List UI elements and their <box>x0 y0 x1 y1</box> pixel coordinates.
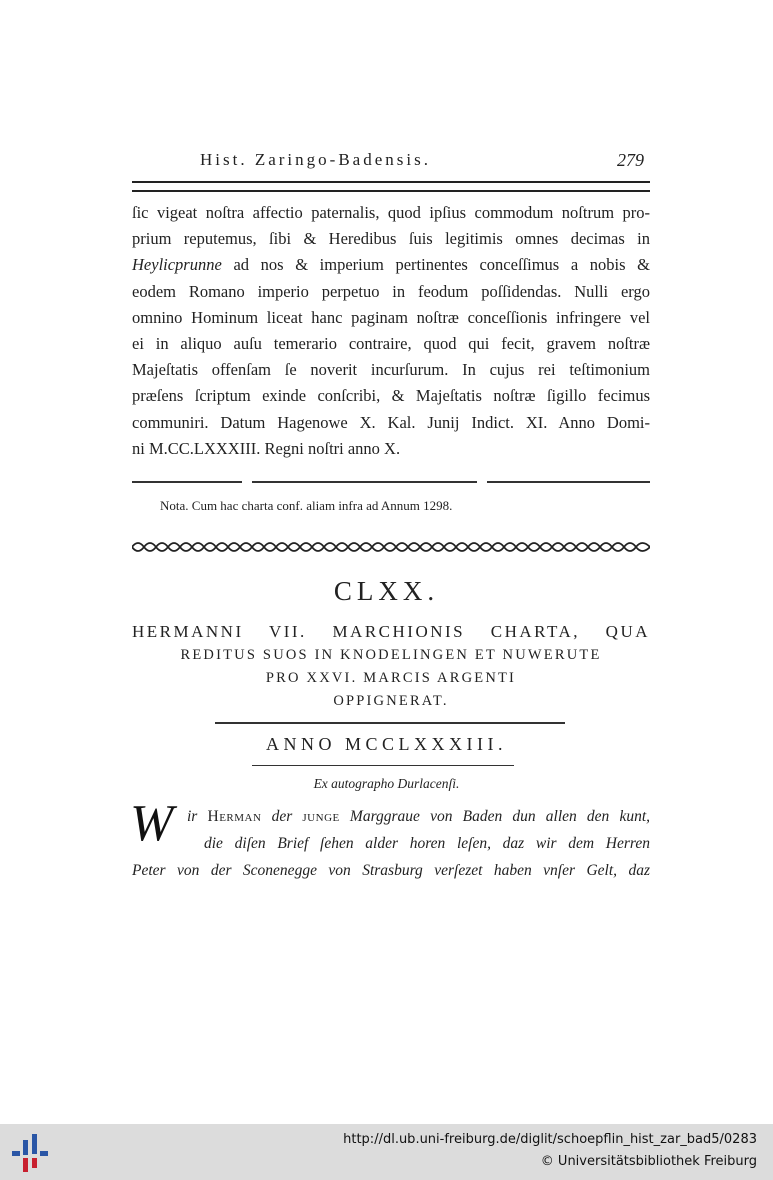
document-year: ANNO MCCLXXXIII. <box>266 734 507 754</box>
copyright-notice: © Universitätsbibliothek Freiburg <box>540 1154 757 1169</box>
body-line <box>132 252 650 278</box>
year-rule <box>252 765 514 766</box>
viewer-footer <box>0 1124 773 1180</box>
charter-body-text <box>132 200 650 462</box>
title-line: OPPIGNERAT. <box>333 693 449 709</box>
body-line: communiri. Datum Hagenowe X. Kal. Junij Indict. XI. Anno Domi- <box>132 412 650 432</box>
header-double-rule <box>132 181 650 192</box>
german-line: Peter von der Sconenegge von Strasburg verſezet haben vnſer Gelt, daz <box>132 862 650 879</box>
german-word: ir <box>187 808 198 825</box>
body-line: præſens ſcriptum exinde conſcribi, & Majeſtatis noſtræ ſigillo fecimus <box>132 386 650 406</box>
body-line-rest: ad nos & imperium pertinentes conceſſimus a nobis & <box>233 255 651 275</box>
section-rule-left <box>132 481 242 483</box>
title-line: REDITUS SUOS IN KNODELINGEN ET NUWERUTE <box>180 647 602 663</box>
body-line: ſic vigeat noſtra affectio paternalis, quod ipſius commodum noſtrum pro- <box>132 203 650 222</box>
editorial-note: Nota. Cum hac charta conf. aliam infra ad Annum 1298. <box>160 498 453 513</box>
body-line: ni M.CC.LXXXIII. Regni noſtri anno X. <box>132 438 401 458</box>
page-number: 279 <box>617 150 644 170</box>
title-line: PRO XXVI. MARCIS ARGENTI <box>265 670 517 686</box>
body-line: Majeſtatis offenſam ſe noverit incurſurum. In cujus rei teſtimonium <box>132 360 650 380</box>
body-line: ei in aliquo auſu temerario contraire, quod qui fecit, gravem noſtræ <box>132 334 650 354</box>
document-title <box>132 620 650 713</box>
german-charter-text <box>132 803 650 884</box>
section-rule-right <box>487 481 650 483</box>
section-rule-middle <box>252 481 477 483</box>
german-line <box>187 803 650 830</box>
ornamental-border <box>132 538 650 556</box>
permalink-url[interactable]: http://dl.ub.uni-freiburg.de/diglit/schoepflin_hist_zar_bad5/0283 <box>343 1132 757 1147</box>
body-line: eodem Romano imperio perpetuo in feodum poſſidendas. Nulli ergo <box>132 281 650 301</box>
title-rule <box>215 722 565 724</box>
german-line: die diſen Brief ſehen alder horen leſen, daz wir dem Herren <box>204 835 650 852</box>
body-line: prium reputemus, ſibi & Heredibus ſuis legitimis omnes decimas in <box>132 229 650 249</box>
german-name: Herman <box>207 808 262 825</box>
german-word: der <box>271 808 293 825</box>
document-number: CLXX. <box>333 576 440 606</box>
drop-cap-initial: W <box>130 795 174 852</box>
title-line: HERMANNI VII. MARCHIONIS CHARTA, QUA <box>132 622 650 641</box>
source-note: Ex autographo Durlacenſi. <box>313 776 460 791</box>
library-logo-icon <box>12 1134 48 1172</box>
running-head: Hist. Zaringo-Badensis. <box>200 150 431 169</box>
german-word: junge <box>302 808 340 825</box>
body-line: omnino Hominum liceat hanc paginam noſtræ conceſſionis infringere vel <box>132 307 650 327</box>
german-word: Marggraue von Baden dun allen den kunt, <box>349 808 651 825</box>
place-name: Heylicprunne <box>132 255 222 275</box>
